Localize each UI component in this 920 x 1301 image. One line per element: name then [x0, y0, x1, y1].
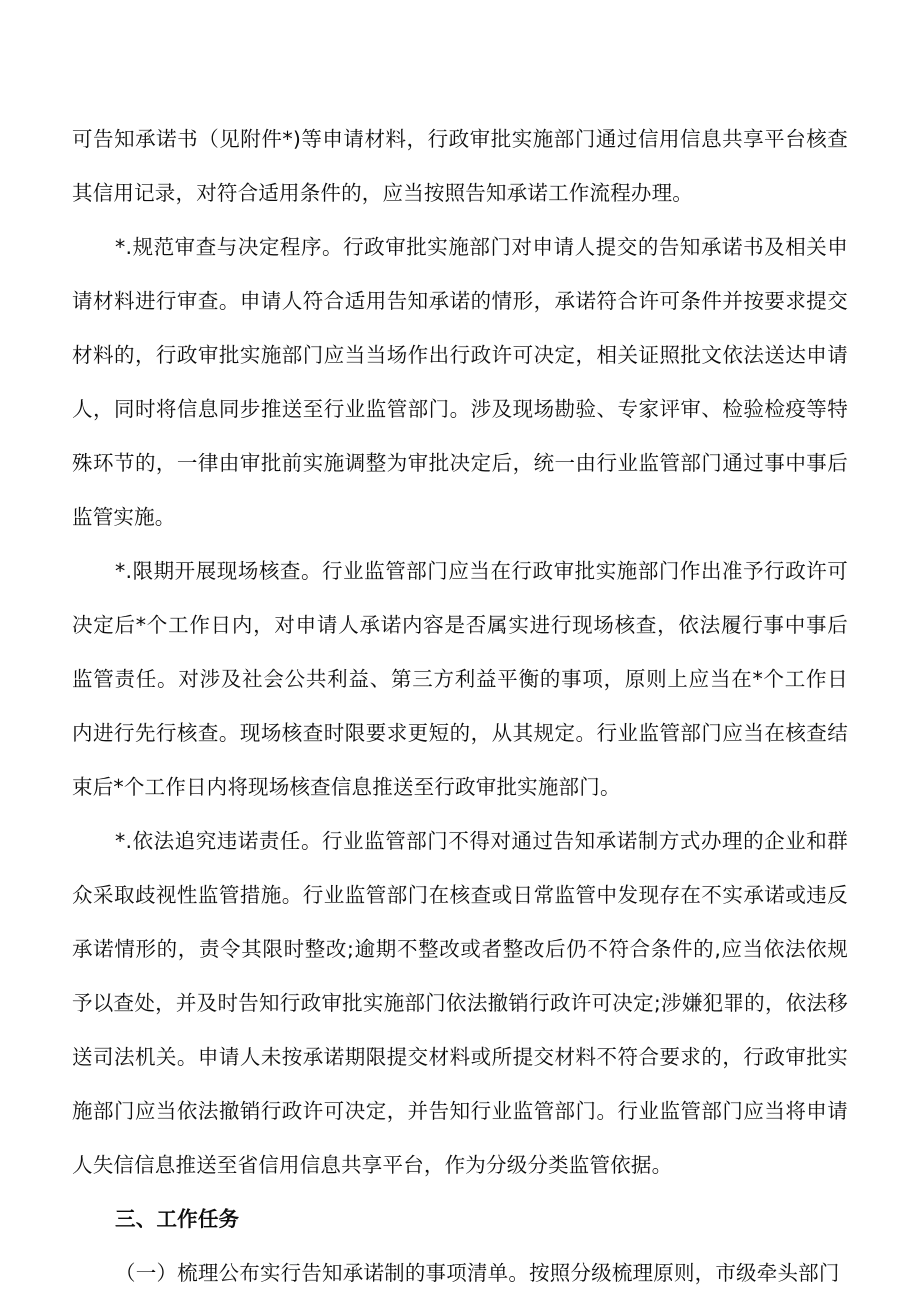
paragraph-item-list: （一）梳理公布实行告知承诺制的事项清单。按照分级梳理原则，市级牵头部门: [115, 1261, 840, 1285]
paragraph-breach-liability: *.依法追究违诺责任。行业监管部门不得对通过告知承诺制方式办理的企业和群众采取歧视性监管措施。行业监管部门在核查或日常监管中发现存在不实承诺或违反承诺情形的，责令其限时整改;逾期不整改或者整改后仍不符合条件的,应当依法依规予以查处，并及时告知行政审批实施部门依法撤销行政许可决定;涉嫌犯罪的，依法移送司法机关。申请人未按承诺期限提交材料或所提交材料不符合要求的，行政审批实施部门应当依法撤销行政许可决定，并告知行业监管部门。行业监管部门应当将申请人失信信息推送至省信用信息共享平台，作为分级分类监管依据。: [72, 829, 848, 1177]
heading-work-tasks: 三、工作任务: [115, 1207, 240, 1231]
paragraph-review-procedure: *.规范审查与决定程序。行政审批实施部门对申请人提交的告知承诺书及相关申请材料进行审查。申请人符合适用告知承诺的情形，承诺符合许可条件并按要求提交材料的，行政审批实施部门应当当场作出行政许可决定，相关证照批文依法送达申请人，同时将信息同步推送至行业监管部门。涉及现场勘验、专家评审、检验检疫等特殊环节的，一律由审批前实施调整为审批决定后，统一由行业监管部门通过事中事后监管实施。: [72, 235, 848, 529]
paragraph-continuation: 可告知承诺书（见附件*)等申请材料，行政审批实施部门通过信用信息共享平台核查其信用记录，对符合适用条件的，应当按照告知承诺工作流程办理。: [72, 127, 848, 205]
document-body: [72, 112, 848, 1300]
paragraph-onsite-inspection: *.限期开展现场核查。行业监管部门应当在行政审批实施部门作出准予行政许可决定后*个工作日内，对申请人承诺内容是否属实进行现场核查，依法履行事中事后监管责任。对涉及社会公共利益、第三方利益平衡的事项，原则上应当在*个工作日内进行先行核查。现场核查时限要求更短的，从其规定。行业监管部门应当在核查结束后*个工作日内将现场核查信息推送至行政审批实施部门。: [72, 559, 848, 799]
